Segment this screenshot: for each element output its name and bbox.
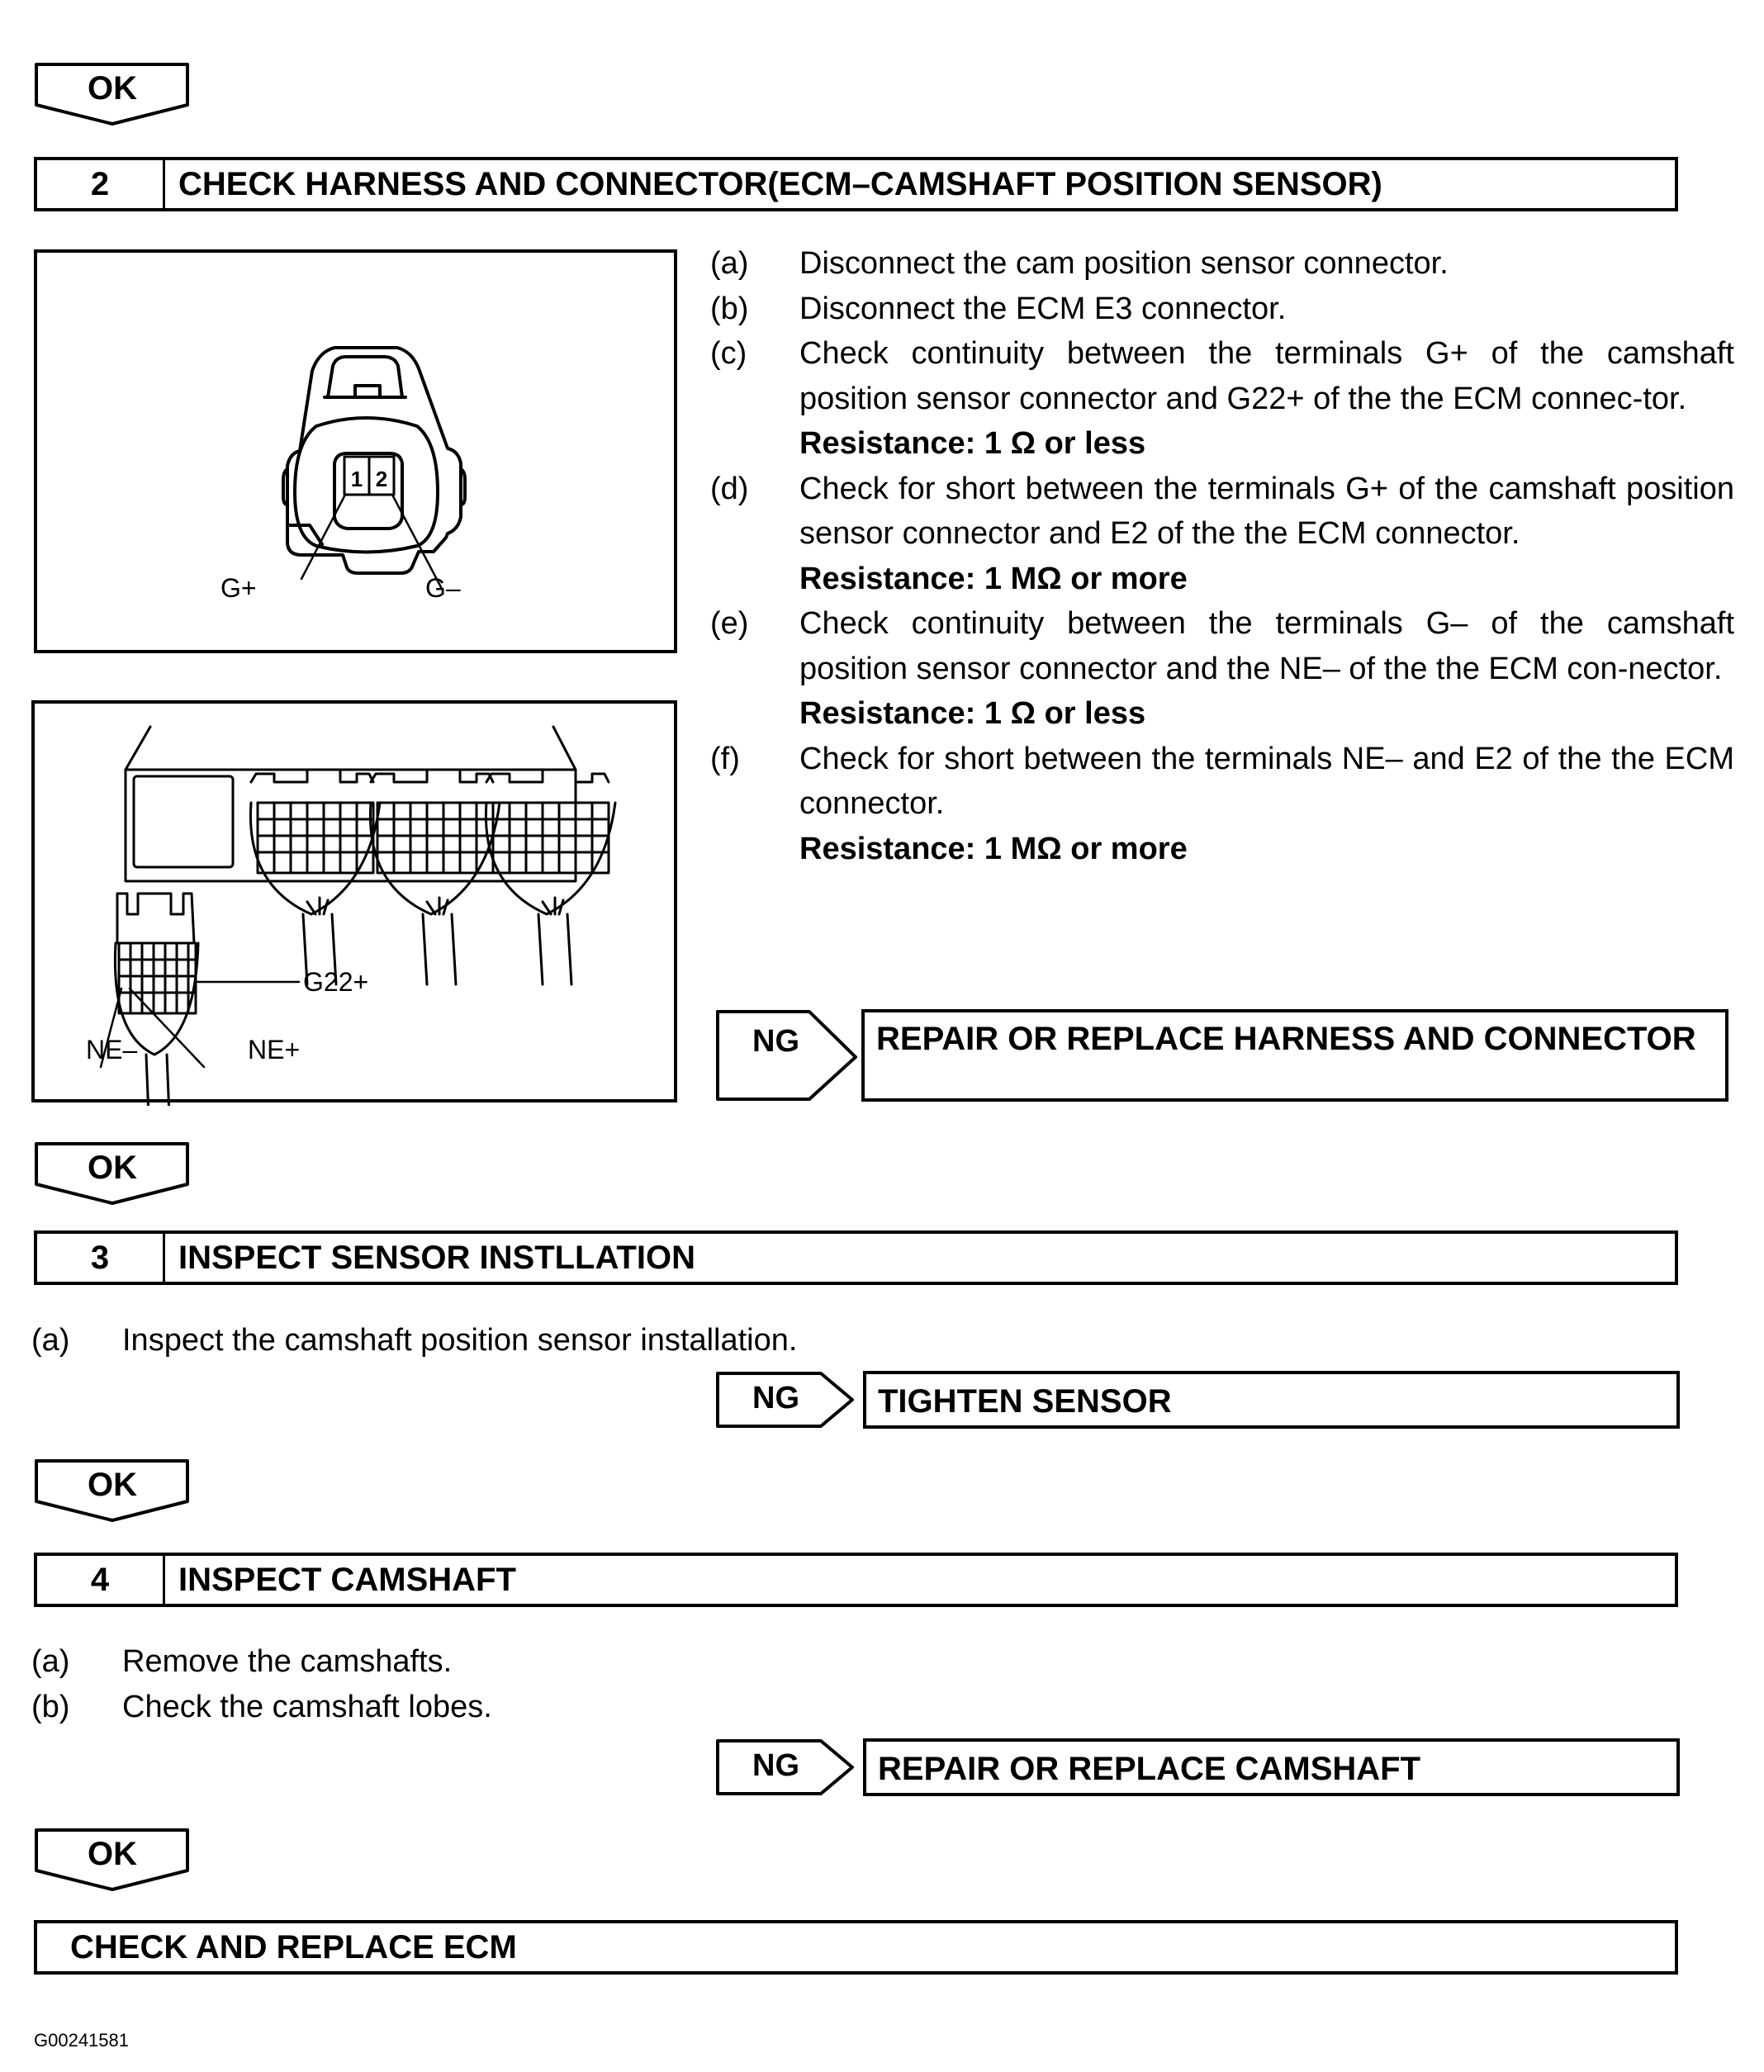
figure-id: G00241581 <box>34 2030 129 2051</box>
step-title: CHECK HARNESS AND CONNECTOR(ECM–CAMSHAFT POSITION SENSOR) <box>178 165 1382 202</box>
ecm-connector-illustration-icon <box>35 704 680 1106</box>
item-text: Inspect the camshaft position sensor installation. <box>122 1323 798 1358</box>
ng-flow-tag <box>715 1371 861 1429</box>
g-plus-label: G+ <box>220 573 257 603</box>
ok-flow-tag <box>34 1828 191 1892</box>
instruction-item <box>31 1639 1270 1685</box>
step-title: INSPECT SENSOR INSTLLATION <box>178 1239 695 1276</box>
final-action-title: CHECK AND REPLACE ECM <box>70 1928 517 1965</box>
resistance-spec: Resistance: 1 MΩ or more <box>799 831 1188 866</box>
pin-2-label: 2 <box>375 467 388 491</box>
instruction-item <box>710 287 1734 332</box>
item-marker: (a) <box>31 1644 70 1679</box>
ok-label: OK <box>88 1150 137 1186</box>
item-marker: (e) <box>710 606 749 641</box>
item-marker: (a) <box>31 1323 70 1358</box>
item-text: Remove the camshafts. <box>122 1644 453 1679</box>
item-marker: (b) <box>710 291 749 326</box>
instruction-item <box>710 241 1734 287</box>
g22-plus-label: G22+ <box>303 967 369 997</box>
instruction-item <box>31 1685 1270 1730</box>
item-text: Check continuity between the terminals G+ of the camshaft position sensor connector and G22+ of the the ECM connec-tor. <box>799 336 1734 416</box>
instruction-item <box>710 331 1734 467</box>
step-2-instructions <box>710 241 1734 871</box>
item-text: Check continuity between the terminals G– of the camshaft position sensor connector and the NE– of the the ECM con-nector. <box>799 606 1734 686</box>
final-action-header <box>34 1920 1678 1975</box>
ok-flow-tag <box>34 62 191 126</box>
item-text: Check the camshaft lobes. <box>122 1689 492 1724</box>
step-3-instructions <box>31 1318 1270 1363</box>
ok-flow-tag <box>34 1141 191 1206</box>
ng-label: NG <box>752 1381 799 1415</box>
item-text: Check for short between the terminals G+ of the camshaft position sensor connector and E2 of the the ECM connector. <box>799 471 1734 551</box>
item-marker: (f) <box>710 741 740 776</box>
resistance-spec: Resistance: 1 Ω or less <box>799 696 1146 731</box>
step-number: 2 <box>37 160 165 208</box>
ok-flow-tag <box>34 1458 191 1523</box>
instruction-item <box>710 601 1734 737</box>
ng-flow-tag <box>715 1738 861 1796</box>
step-4-instructions <box>31 1639 1270 1729</box>
item-text: Disconnect the ECM E3 connector. <box>799 291 1287 326</box>
resistance-spec: Resistance: 1 MΩ or more <box>799 561 1188 596</box>
instruction-item <box>710 737 1734 872</box>
step-number: 4 <box>37 1556 165 1604</box>
ng-action-box: TIGHTEN SENSOR <box>863 1371 1680 1429</box>
sensor-connector-illustration-icon <box>37 253 680 657</box>
ng-label: NG <box>752 1748 799 1783</box>
item-text: Check for short between the terminals NE– and E2 of the the ECM connector. <box>799 741 1734 821</box>
instruction-item <box>31 1318 1270 1363</box>
ok-label: OK <box>88 1467 137 1503</box>
ng-flow-tag <box>715 1009 861 1102</box>
step-number: 3 <box>37 1234 165 1282</box>
item-marker: (d) <box>710 471 749 506</box>
item-text: Disconnect the cam position sensor connector. <box>799 246 1449 281</box>
item-marker: (b) <box>31 1689 70 1724</box>
item-marker: (a) <box>710 246 749 281</box>
sensor-connector-figure <box>34 249 677 653</box>
ne-plus-label: NE+ <box>248 1035 301 1064</box>
pin-1-label: 1 <box>350 467 363 491</box>
g-minus-label: G– <box>425 573 461 603</box>
ng-label: NG <box>752 1024 799 1059</box>
step-3-header <box>34 1230 1678 1285</box>
ok-label: OK <box>88 70 137 107</box>
step-2-header <box>34 157 1678 211</box>
ng-action-box: REPAIR OR REPLACE CAMSHAFT <box>863 1738 1680 1796</box>
step-title: INSPECT CAMSHAFT <box>178 1561 516 1598</box>
instruction-item <box>710 467 1734 602</box>
ne-minus-label: NE– <box>86 1035 138 1064</box>
item-marker: (c) <box>710 336 747 371</box>
ng-action-box: REPAIR OR REPLACE HARNESS AND CONNECTOR <box>861 1009 1728 1102</box>
ecm-connector-figure <box>31 700 677 1102</box>
ok-label: OK <box>88 1836 137 1872</box>
step-4-header <box>34 1553 1678 1607</box>
resistance-spec: Resistance: 1 Ω or less <box>799 426 1146 461</box>
